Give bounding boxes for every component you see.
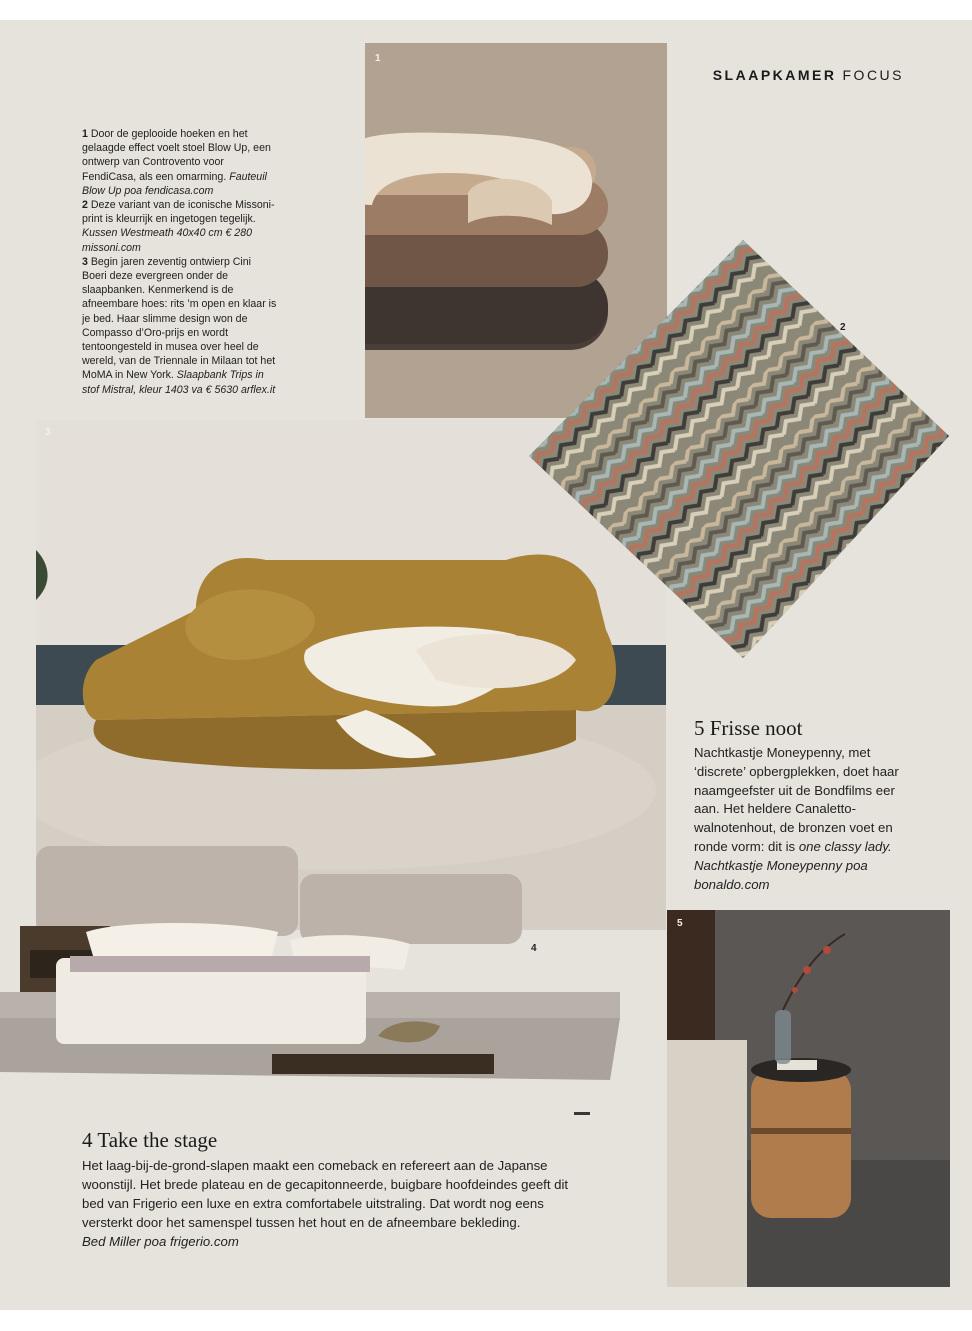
missoni-pillow-illustration <box>525 238 953 662</box>
section-4-title: 4 Take the stage <box>82 1128 218 1152</box>
intro-item-3 <box>82 255 277 397</box>
intro-item-1 <box>82 127 277 198</box>
intro-item-3-credit: Slaapbank Trips in stof Mistral, kleur 1403 va € 5630 arflex.it <box>82 369 276 396</box>
magazine-page <box>0 20 972 1310</box>
nightstand-illustration <box>667 910 950 1287</box>
section-4 <box>82 1128 582 1251</box>
low-bed-illustration <box>0 840 620 1115</box>
intro-item-1-number: 1 <box>82 128 88 140</box>
subsection-label: FOCUS <box>842 67 904 83</box>
section-4-body <box>82 1156 582 1251</box>
section-5 <box>694 716 919 894</box>
section-5-emphasis: one classy lady. <box>798 838 892 854</box>
item-number-2: 2 <box>840 322 846 333</box>
section-4-credit: Bed Miller poa frigerio.com <box>82 1234 239 1249</box>
low-bed-photo <box>0 840 620 1115</box>
item-number-5: 5 <box>677 918 683 929</box>
section-4-body-text: Het laag-bij-de-grond-slapen maakt een comeback en refereert aan de Japanse woonstijl. Het brede plateau en de gecapitonneerde, buigbare hoofdeindes geeft dit bed van Frigerio een luxe en extra comfortabele uitstraling. Dat wordt nog eens versterkt door het samenspel tussen het hout en de afneembare bekleding. <box>82 1158 569 1230</box>
intro-item-2-text: Deze variant van de iconische Missoni-print is kleurrijk en ingetogen tegelijk. <box>82 199 275 226</box>
intro-item-1-text: Door de geplooide hoeken en het gelaagde effect voelt stoel Blow Up, een ontwerp van Controvento voor FendiCasa, als een omarming. <box>82 128 271 183</box>
intro-item-3-text: Begin jaren zeventig ontwierp Cini Boeri deze evergreen onder de slaapbanken. Kenmerkend is de afneembare hoes: rits ’m open en klaar is je bed. Haar slimme design won de Compasso d’Oro-prijs en wordt tentoongesteld in musea over heel de wereld, van de Triennale in Milaan tot het MoMA in New York. <box>82 255 277 382</box>
missoni-pillow <box>525 238 953 662</box>
item-number-1: 1 <box>375 53 381 64</box>
nightstand-photo <box>667 910 950 1287</box>
item-number-4: 4 <box>531 943 537 954</box>
section-5-body-text: Nachtkastje Moneypenny, met ‘discrete’ opbergplekken, doet haar naamgeefster uit de Bondfilms eer aan. Het heldere Canaletto-walnotenhout, de bronzen voet en ronde vorm: dit is <box>694 745 899 854</box>
section-5-credit: Nachtkastje Moneypenny poa bonaldo.com <box>694 857 868 892</box>
intro-item-2 <box>82 198 277 255</box>
section-5-title: 5 Frisse noot <box>694 716 803 740</box>
section-5-body <box>694 744 919 894</box>
intro-item-2-number: 2 <box>82 199 88 212</box>
item-number-3: 3 <box>45 427 51 438</box>
intro-item-2-credit: Kussen Westmeath 40x40 cm € 280 missoni.com <box>82 227 252 254</box>
intro-text <box>82 127 277 397</box>
intro-item-3-number: 3 <box>82 255 88 268</box>
intro-item-1-credit: Fauteuil Blow Up poa fendicasa.com <box>82 170 267 197</box>
section-label: SLAAPKAMER <box>712 67 837 83</box>
page-header <box>713 67 904 83</box>
